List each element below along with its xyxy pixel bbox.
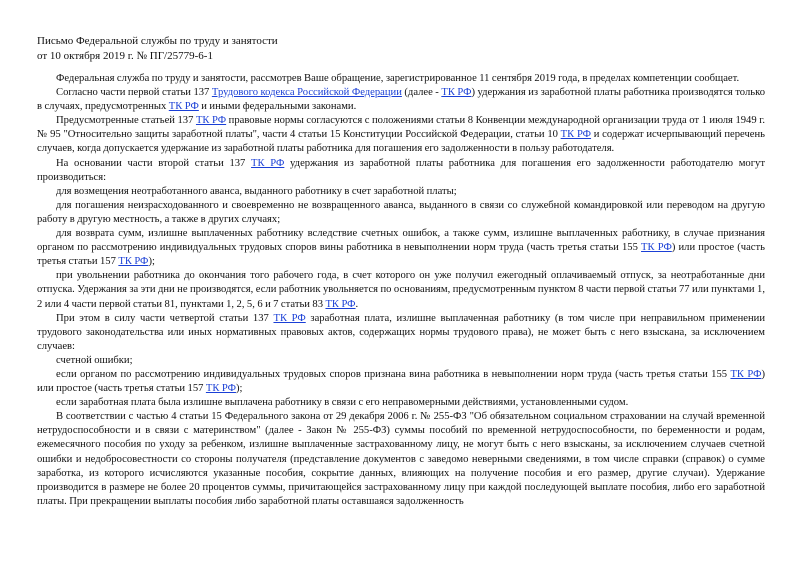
law-reference-link[interactable]: ТК РФ: [118, 256, 149, 268]
paragraph: [37, 312, 765, 354]
paragraph-text: );: [148, 256, 155, 268]
paragraph-text: Предусмотренные статьей 137: [56, 115, 196, 127]
paragraph-text: для погашения неизрасходованного и своевременно не возвращенного аванса, выданного в связи со служебной командировкой или переводом на другую работу в другую местность, а также в других случаях;: [37, 199, 765, 225]
document-header: [37, 34, 765, 63]
letter-date-number: от 10 октября 2019 г. № ПГ/25779-6-1: [37, 49, 213, 62]
paragraph-text: заработная плата, излишне выплаченная работнику (в том числе при неправильном применении трудового законодательства или иных нормативных правовых актов, содержащих нормы трудового права), не может быть с него взыскана, за исключением случаев:: [37, 312, 765, 352]
paragraph-text: для возврата сумм, излишне выплаченных работнику вследствие счетных ошибок, а также сумм, излишне выплаченных работнику, в случае признания органом по рассмотрению индивидуальных трудовых споров вины работника в невыполнении норм труда (часть третья статьи 155: [37, 228, 765, 254]
paragraph-text: и иными федеральными законами.: [198, 101, 357, 113]
paragraph-text: .: [355, 298, 359, 310]
paragraph-text: ) удержания из заработной платы работника производятся только в случаях, предусмотренных: [37, 87, 765, 113]
paragraph: [37, 199, 765, 227]
paragraph: [37, 86, 765, 114]
paragraph: [37, 396, 765, 410]
paragraph-text: если заработная плата была излишне выплачена работнику в связи с его неправомерными действиями, установленными судом.: [56, 397, 629, 409]
paragraph-text: и содержат исчерпывающий перечень случаев, когда допускается удержание из заработной платы работника для погашения его задолженности в пользу работодателя.: [37, 129, 765, 155]
paragraph-text: При этом в силу части четвертой статьи 137: [56, 312, 274, 324]
paragraph-text: Согласно части первой статьи 137: [56, 87, 212, 99]
paragraph: [37, 114, 765, 156]
paragraph-text: для возмещения неотработанного аванса, выданного работнику в счет заработной платы;: [56, 185, 457, 197]
document-body: [37, 72, 765, 509]
law-reference-link[interactable]: ТК РФ: [441, 87, 472, 99]
law-reference-link[interactable]: ТК РФ: [195, 115, 227, 127]
paragraph-text: На основании части второй статьи 137: [56, 157, 252, 169]
paragraph-text: );: [235, 383, 243, 395]
paragraph-text: ) или простое (часть третья статьи 157: [37, 242, 765, 268]
paragraph: [37, 72, 765, 86]
law-reference-link[interactable]: ТК РФ: [251, 157, 285, 169]
document: [37, 34, 765, 509]
paragraph: [37, 354, 765, 368]
paragraph: [37, 157, 765, 185]
paragraph: [37, 227, 765, 269]
law-reference-link[interactable]: ТК РФ: [168, 101, 199, 113]
law-reference-link[interactable]: ТК РФ: [641, 242, 672, 254]
paragraph-text: правовые нормы согласуются с положениями статьи 8 Конвенции международной организации труда от 1 июля 1949 г. № 95 "Относительно защиты заработной платы", части 4 статьи 15 Конституции Российской Федерации, статьи 10: [37, 115, 765, 141]
paragraph-text: удержания из заработной платы работника для погашения его задолженности работодателю могут производиться:: [37, 157, 765, 183]
paragraph-text: если органом по рассмотрению индивидуальных трудовых споров признана вина работника в невыполнении норм труда (часть третья статьи 155: [56, 368, 731, 380]
law-reference-link[interactable]: ТК РФ: [560, 129, 592, 141]
paragraph-text: Федеральная служба по труду и занятости, рассмотрев Ваше обращение, зарегистрированное 11 сентября 2019 года, в пределах компетенции сообщает.: [56, 73, 740, 84]
paragraph-text: В соответствии с частью 4 статьи 15 Федерального закона от 29 декабря 2006 г. № 255-ФЗ "Об обязательном социальном страховании на случай временной нетрудоспособности и в связи с материнством" (далее - Закон № 255-ФЗ) суммы пособий по временной нетрудоспособности, по беременности и родам, ежемесячного пособия по уходу за ребенком, излишне выплаченные застрахованному лицу, не могут быть с него взысканы, за исключением случаев счетной ошибки и недобросовестности со стороны получателя (представление документов с заведомо неверными сведениями, в том числе справки (справок) о сумме заработка, из которого исчисляются указанные пособия, сокрытие данных, влияющих на получение пособия и его размер, другие случаи). Удержание производится в размере не более 20 процентов суммы, причитающейся застрахованному лицу при каждой последующей выплате пособия, либо его заработной платы. При прекращении выплаты пособия либо заработной платы оставшаяся задолженность: [37, 411, 765, 507]
law-reference-link[interactable]: ТК РФ: [325, 298, 356, 310]
paragraph: [37, 368, 765, 396]
law-reference-link[interactable]: ТК РФ: [730, 368, 762, 380]
paragraph-text: ) или простое (часть третья статьи 157: [37, 368, 765, 395]
letter-title: Письмо Федеральной службы по труду и занятости: [37, 35, 278, 47]
paragraph: [37, 410, 765, 509]
paragraph-text: при увольнении работника до окончания того рабочего года, в счет которого он уже получил ежегодный оплачиваемый отпуск, за неотработанные дни отпуска. Удержания за эти дни не производятся, если работник увольняется по основаниям, предусмотренным пунктом 8 части первой статьи 77 или пунктами 1, 2 или 4 части первой статьи 81, пунктами 1, 2, 5, 6 и 7 статьи 83: [37, 270, 765, 310]
law-reference-link[interactable]: ТК РФ: [205, 383, 236, 395]
paragraph: [37, 269, 765, 311]
paragraph-text: счетной ошибки;: [56, 354, 133, 366]
paragraph-text: (далее -: [401, 87, 442, 99]
paragraph: [37, 185, 765, 199]
law-reference-link[interactable]: Трудового кодекса Российской Федерации: [211, 87, 402, 99]
law-reference-link[interactable]: ТК РФ: [273, 312, 306, 324]
